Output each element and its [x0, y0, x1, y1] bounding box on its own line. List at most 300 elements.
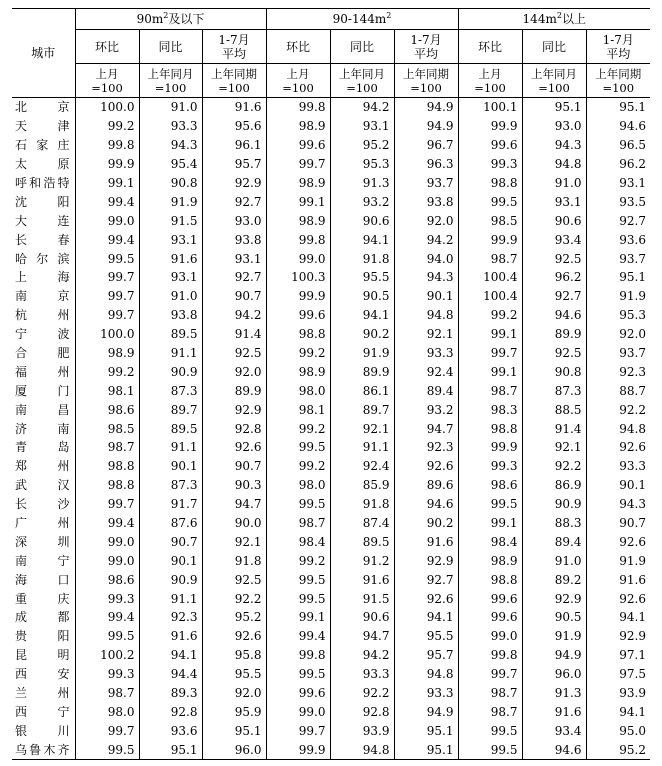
index-value: 91.6 — [394, 532, 458, 551]
index-value: 92.7 — [202, 268, 266, 287]
index-value: 98.4 — [458, 532, 522, 551]
index-value: 93.3 — [394, 344, 458, 363]
city-name: 太原 — [15, 157, 70, 172]
index-value: 99.0 — [266, 703, 330, 722]
index-value: 98.7 — [458, 249, 522, 268]
index-value: 99.5 — [266, 495, 330, 514]
city-name: 西安 — [15, 667, 70, 682]
index-value: 93.5 — [586, 192, 650, 211]
index-value: 98.5 — [75, 419, 139, 438]
index-value: 93.1 — [330, 117, 394, 136]
index-value: 89.5 — [139, 325, 202, 344]
index-value: 94.1 — [586, 608, 650, 627]
index-value: 98.0 — [266, 381, 330, 400]
index-value: 99.7 — [458, 665, 522, 684]
index-value: 91.0 — [522, 174, 586, 193]
index-value: 90.9 — [139, 570, 202, 589]
index-value: 97.5 — [586, 665, 650, 684]
index-value: 90.2 — [394, 514, 458, 533]
index-value: 89.9 — [522, 325, 586, 344]
index-value: 92.2 — [586, 400, 650, 419]
index-value: 98.1 — [266, 400, 330, 419]
index-value: 98.6 — [458, 476, 522, 495]
city-name: 青岛 — [15, 440, 70, 455]
index-value: 91.1 — [139, 438, 202, 457]
table-row — [12, 211, 650, 230]
index-value: 95.5 — [202, 665, 266, 684]
index-value: 92.2 — [330, 684, 394, 703]
index-value: 87.3 — [522, 381, 586, 400]
table-row — [12, 457, 650, 476]
index-value: 91.6 — [330, 570, 394, 589]
index-value: 94.2 — [330, 98, 394, 117]
index-value: 92.5 — [202, 570, 266, 589]
index-value: 92.2 — [522, 457, 586, 476]
index-value: 95.2 — [586, 740, 650, 759]
table-row — [12, 495, 650, 514]
index-value: 89.4 — [394, 381, 458, 400]
table-row — [12, 646, 650, 665]
table-row — [12, 230, 650, 249]
index-value: 87.6 — [139, 514, 202, 533]
index-value: 94.6 — [522, 306, 586, 325]
index-value: 100.0 — [75, 325, 139, 344]
index-value: 91.1 — [139, 589, 202, 608]
index-value: 99.6 — [458, 589, 522, 608]
index-value: 100.0 — [75, 98, 139, 117]
index-value: 92.3 — [394, 438, 458, 457]
index-value: 89.7 — [330, 400, 394, 419]
index-value: 98.8 — [458, 174, 522, 193]
index-value: 99.7 — [75, 495, 139, 514]
index-value: 95.4 — [139, 155, 202, 174]
base-prev-month: 上月 =100 — [75, 64, 139, 98]
index-value: 98.3 — [458, 400, 522, 419]
index-value: 96.0 — [522, 665, 586, 684]
index-value: 91.1 — [330, 438, 394, 457]
index-value: 93.3 — [394, 684, 458, 703]
table-row — [12, 344, 650, 363]
index-value: 98.7 — [75, 684, 139, 703]
index-value: 94.8 — [586, 419, 650, 438]
index-value: 92.5 — [522, 344, 586, 363]
index-value: 95.7 — [394, 646, 458, 665]
index-value: 94.9 — [394, 98, 458, 117]
index-value: 92.4 — [330, 457, 394, 476]
index-value: 86.1 — [330, 381, 394, 400]
index-value: 92.3 — [586, 362, 650, 381]
index-value: 92.7 — [202, 192, 266, 211]
table-row — [12, 325, 650, 344]
index-value: 97.1 — [586, 646, 650, 665]
city-name: 合肥 — [15, 346, 70, 361]
index-value: 99.3 — [75, 665, 139, 684]
index-value: 99.9 — [266, 740, 330, 759]
index-value: 93.4 — [522, 230, 586, 249]
index-value: 95.5 — [330, 268, 394, 287]
index-value: 88.5 — [522, 400, 586, 419]
index-value: 94.8 — [330, 740, 394, 759]
index-value: 93.9 — [586, 684, 650, 703]
city-name: 西宁 — [15, 704, 70, 719]
index-value: 92.0 — [202, 362, 266, 381]
index-value: 90.9 — [139, 362, 202, 381]
index-value: 96.1 — [202, 136, 266, 155]
index-value: 96.0 — [202, 740, 266, 759]
index-value: 99.9 — [458, 117, 522, 136]
table-row — [12, 174, 650, 193]
city-name: 广州 — [15, 516, 70, 531]
index-value: 96.3 — [394, 155, 458, 174]
index-value: 100.4 — [458, 268, 522, 287]
index-value: 90.5 — [330, 287, 394, 306]
city-name: 厦门 — [15, 383, 70, 398]
subcol-mom: 环比 — [266, 30, 330, 64]
index-value: 91.6 — [586, 570, 650, 589]
base-prev-year-period: 上年同期 =100 — [394, 64, 458, 98]
index-value: 93.3 — [330, 665, 394, 684]
index-value: 92.1 — [394, 325, 458, 344]
city-name: 乌鲁木齐 — [12, 740, 75, 759]
index-value: 90.5 — [522, 608, 586, 627]
table-row — [12, 268, 650, 287]
index-value: 99.9 — [266, 287, 330, 306]
city-name: 福州 — [15, 364, 70, 379]
index-value: 99.6 — [266, 306, 330, 325]
table-row — [12, 684, 650, 703]
table-row — [12, 740, 650, 759]
index-value: 99.4 — [75, 514, 139, 533]
index-value: 94.7 — [330, 627, 394, 646]
index-value: 99.9 — [75, 155, 139, 174]
index-value: 94.1 — [394, 608, 458, 627]
index-value: 99.7 — [75, 721, 139, 740]
index-value: 95.9 — [202, 703, 266, 722]
index-value: 94.1 — [586, 703, 650, 722]
index-value: 91.9 — [139, 192, 202, 211]
index-value: 93.6 — [586, 230, 650, 249]
index-value: 99.7 — [266, 155, 330, 174]
index-value: 94.6 — [522, 740, 586, 759]
index-value: 99.2 — [75, 117, 139, 136]
index-value: 92.7 — [522, 287, 586, 306]
table-row — [12, 665, 650, 684]
city-name: 贵阳 — [15, 629, 70, 644]
index-value: 92.8 — [139, 703, 202, 722]
index-value: 98.0 — [75, 703, 139, 722]
table-row — [12, 438, 650, 457]
table-row — [12, 419, 650, 438]
subcol-mom: 环比 — [458, 30, 522, 64]
index-value: 96.2 — [522, 268, 586, 287]
table-row — [12, 98, 650, 117]
index-value: 91.7 — [139, 495, 202, 514]
index-value: 93.1 — [586, 174, 650, 193]
index-value: 92.6 — [202, 438, 266, 457]
index-value: 99.5 — [75, 740, 139, 759]
index-value: 95.3 — [586, 306, 650, 325]
base-prev-year-month: 上年同月 =100 — [330, 64, 394, 98]
table-row — [12, 551, 650, 570]
index-value: 98.8 — [75, 457, 139, 476]
header-row-base — [12, 64, 650, 98]
index-value: 94.3 — [586, 495, 650, 514]
index-value: 89.6 — [394, 476, 458, 495]
index-value: 91.5 — [139, 211, 202, 230]
index-value: 99.0 — [75, 532, 139, 551]
index-value: 88.3 — [522, 514, 586, 533]
index-value: 91.0 — [139, 287, 202, 306]
index-value: 91.8 — [202, 551, 266, 570]
city-name: 北京 — [15, 100, 70, 115]
index-value: 99.4 — [266, 627, 330, 646]
table-row — [12, 362, 650, 381]
index-value: 98.4 — [266, 532, 330, 551]
index-value: 90.1 — [394, 287, 458, 306]
index-value: 95.1 — [139, 740, 202, 759]
index-value: 98.8 — [458, 570, 522, 589]
index-value: 99.3 — [75, 589, 139, 608]
index-value: 93.1 — [139, 230, 202, 249]
index-value: 90.3 — [202, 476, 266, 495]
table-body — [12, 98, 650, 760]
index-value: 89.5 — [330, 532, 394, 551]
index-value: 93.1 — [202, 249, 266, 268]
index-value: 99.8 — [266, 98, 330, 117]
index-value: 98.9 — [75, 344, 139, 363]
index-value: 91.4 — [202, 325, 266, 344]
index-value: 90.1 — [139, 551, 202, 570]
index-value: 91.4 — [522, 419, 586, 438]
index-value: 92.6 — [586, 589, 650, 608]
index-value: 90.1 — [586, 476, 650, 495]
index-value: 93.8 — [394, 192, 458, 211]
index-value: 99.7 — [266, 721, 330, 740]
table-row — [12, 117, 650, 136]
index-value: 98.8 — [266, 325, 330, 344]
index-value: 99.2 — [266, 344, 330, 363]
base-prev-year-period: 上年同期 =100 — [202, 64, 266, 98]
index-value: 90.9 — [522, 495, 586, 514]
index-value: 89.4 — [522, 532, 586, 551]
index-value: 93.3 — [139, 117, 202, 136]
index-value: 99.9 — [458, 230, 522, 249]
index-value: 94.9 — [522, 646, 586, 665]
index-value: 98.8 — [75, 476, 139, 495]
index-value: 100.3 — [266, 268, 330, 287]
city-name: 海口 — [15, 572, 70, 587]
city-name: 昆明 — [15, 648, 70, 663]
index-value: 90.7 — [202, 457, 266, 476]
table-row — [12, 627, 650, 646]
index-value: 99.7 — [75, 287, 139, 306]
index-value: 91.9 — [586, 551, 650, 570]
index-value: 92.6 — [394, 457, 458, 476]
index-value: 91.3 — [522, 684, 586, 703]
index-value: 95.5 — [394, 627, 458, 646]
table-row — [12, 589, 650, 608]
table-row — [12, 570, 650, 589]
index-value: 94.2 — [394, 230, 458, 249]
index-value: 92.4 — [394, 362, 458, 381]
index-value: 98.9 — [266, 117, 330, 136]
index-value: 90.6 — [330, 608, 394, 627]
index-value: 95.1 — [522, 98, 586, 117]
index-value: 87.3 — [139, 476, 202, 495]
base-prev-month: 上月 =100 — [458, 64, 522, 98]
index-value: 100.1 — [458, 98, 522, 117]
index-value: 94.3 — [394, 268, 458, 287]
table-row — [12, 608, 650, 627]
index-value: 92.2 — [202, 589, 266, 608]
index-value: 99.6 — [266, 136, 330, 155]
group-header-large: $144m^2$以上 — [458, 9, 650, 30]
index-value: 96.7 — [394, 136, 458, 155]
index-value: 90.8 — [522, 362, 586, 381]
index-value: 99.4 — [75, 192, 139, 211]
index-value: 95.7 — [202, 155, 266, 174]
index-value: 99.5 — [458, 740, 522, 759]
index-value: 98.8 — [458, 419, 522, 438]
index-value: 94.0 — [394, 249, 458, 268]
table-row — [12, 155, 650, 174]
index-value: 95.1 — [394, 721, 458, 740]
subcol-yoy: 同比 — [139, 30, 202, 64]
index-value: 100.2 — [75, 646, 139, 665]
city-header: 城市 — [12, 9, 75, 98]
index-value: 99.8 — [266, 230, 330, 249]
index-value: 85.9 — [330, 476, 394, 495]
city-name: 天津 — [15, 119, 70, 134]
index-value: 98.0 — [266, 476, 330, 495]
index-value: 96.5 — [586, 136, 650, 155]
index-value: 98.9 — [458, 551, 522, 570]
index-value: 92.6 — [202, 627, 266, 646]
index-value: 92.7 — [394, 570, 458, 589]
index-value: 91.5 — [330, 589, 394, 608]
table-row — [12, 249, 650, 268]
index-value: 99.6 — [458, 136, 522, 155]
index-value: 93.6 — [139, 721, 202, 740]
index-value: 91.1 — [139, 344, 202, 363]
index-value: 93.3 — [586, 457, 650, 476]
index-value: 90.7 — [202, 287, 266, 306]
index-value: 93.7 — [586, 344, 650, 363]
index-value: 99.2 — [458, 306, 522, 325]
index-value: 99.5 — [458, 495, 522, 514]
city-name: 宁波 — [15, 327, 70, 342]
index-value: 94.9 — [394, 703, 458, 722]
index-value: 91.9 — [522, 627, 586, 646]
index-value: 90.7 — [139, 532, 202, 551]
city-name: 呼和浩特 — [15, 176, 70, 190]
index-value: 94.3 — [139, 136, 202, 155]
city-name: 大连 — [15, 213, 70, 228]
table-row — [12, 400, 650, 419]
index-value: 99.5 — [266, 665, 330, 684]
index-value: 89.2 — [522, 570, 586, 589]
index-value: 99.8 — [75, 136, 139, 155]
index-value: 93.8 — [202, 230, 266, 249]
index-value: 99.5 — [458, 721, 522, 740]
index-value: 92.1 — [522, 438, 586, 457]
index-value: 94.4 — [139, 665, 202, 684]
index-value: 94.9 — [394, 117, 458, 136]
index-value: 99.3 — [458, 155, 522, 174]
index-value: 92.8 — [330, 703, 394, 722]
group-header-small: $90m^2$及以下 — [75, 9, 266, 30]
city-name: 杭州 — [15, 308, 70, 323]
index-value: 92.8 — [202, 419, 266, 438]
index-value: 92.9 — [202, 400, 266, 419]
city-name: 武汉 — [15, 478, 70, 493]
index-value: 92.9 — [586, 627, 650, 646]
index-value: 92.0 — [394, 211, 458, 230]
index-value: 91.6 — [522, 703, 586, 722]
index-value: 98.6 — [75, 400, 139, 419]
index-value: 99.8 — [266, 646, 330, 665]
city-name: 济南 — [15, 421, 70, 436]
index-value: 94.3 — [522, 136, 586, 155]
index-value: 93.7 — [394, 174, 458, 193]
index-value: 94.8 — [522, 155, 586, 174]
table-row — [12, 287, 650, 306]
subcol-yoy: 同比 — [330, 30, 394, 64]
index-value: 89.9 — [330, 362, 394, 381]
index-value: 91.6 — [202, 98, 266, 117]
index-value: 93.0 — [522, 117, 586, 136]
index-value: 99.1 — [458, 362, 522, 381]
index-value: 99.5 — [75, 249, 139, 268]
index-value: 95.2 — [330, 136, 394, 155]
index-value: 98.5 — [458, 211, 522, 230]
index-value: 94.7 — [202, 495, 266, 514]
index-value: 98.7 — [458, 684, 522, 703]
index-value: 99.4 — [75, 230, 139, 249]
index-value: 98.6 — [75, 570, 139, 589]
index-value: 99.2 — [75, 362, 139, 381]
index-value: 91.0 — [139, 98, 202, 117]
index-value: 95.8 — [202, 646, 266, 665]
index-value: 90.7 — [586, 514, 650, 533]
index-value: 88.7 — [586, 381, 650, 400]
index-value: 99.6 — [266, 684, 330, 703]
index-value: 87.4 — [330, 514, 394, 533]
base-prev-year-month: 上年同月 =100 — [139, 64, 202, 98]
index-value: 92.9 — [202, 174, 266, 193]
index-value: 91.0 — [522, 551, 586, 570]
index-value: 90.0 — [202, 514, 266, 533]
index-value: 99.7 — [458, 344, 522, 363]
table-row — [12, 514, 650, 533]
subcol-ytd: 1-7月 平均 — [586, 30, 650, 64]
city-name: 南宁 — [15, 553, 70, 568]
index-value: 99.7 — [75, 268, 139, 287]
index-value: 93.1 — [522, 192, 586, 211]
base-prev-month: 上月 =100 — [266, 64, 330, 98]
table-row — [12, 136, 650, 155]
index-value: 94.1 — [330, 306, 394, 325]
table-row — [12, 476, 650, 495]
index-value: 93.2 — [394, 400, 458, 419]
index-value: 90.6 — [522, 211, 586, 230]
index-value: 99.1 — [75, 174, 139, 193]
index-value: 95.1 — [202, 721, 266, 740]
index-value: 95.1 — [586, 268, 650, 287]
index-value: 90.6 — [330, 211, 394, 230]
index-value: 95.1 — [394, 740, 458, 759]
index-value: 91.8 — [330, 249, 394, 268]
